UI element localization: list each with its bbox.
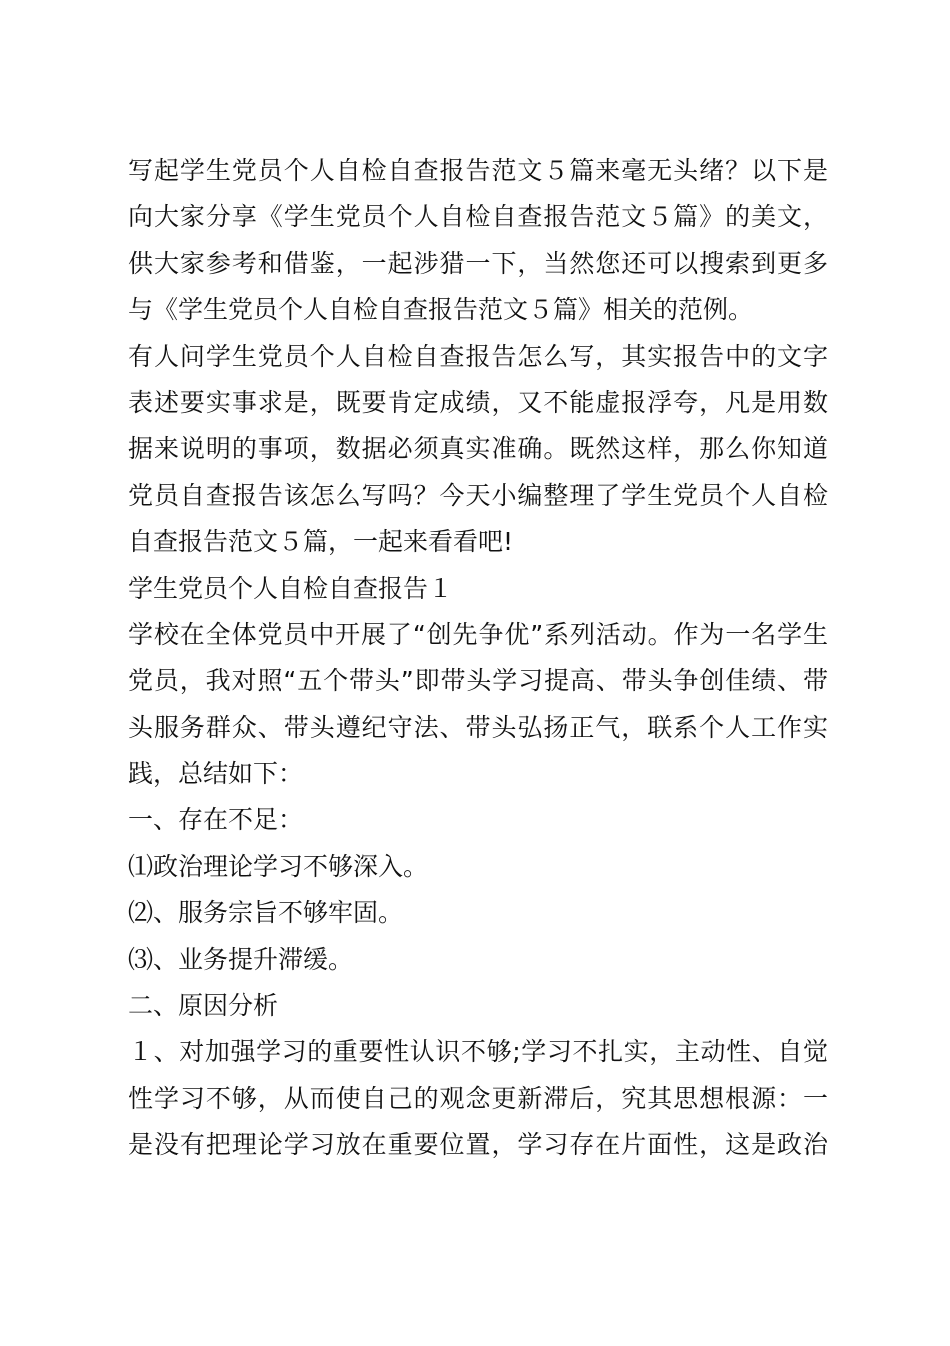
list-item: ⑴政治理论学习不够深入。 xyxy=(128,851,429,881)
body-paragraph-line: 自查报告范文５篇，一起来看看吧! xyxy=(128,527,514,557)
subsection-heading: 二、原因分析 xyxy=(128,991,279,1021)
body-paragraph-line: 据来说明的事项，数据必须真实准确。既然这样，那么你知道 xyxy=(128,434,828,464)
intro-paragraph-line: 与《学生党员个人自检自查报告范文５篇》相关的范例。 xyxy=(128,295,754,325)
intro-paragraph-line: 向大家分享《学生党员个人自检自查报告范文５篇》的美文， xyxy=(128,202,828,232)
body-paragraph-line: 性学习不够，从而使自己的观念更新滞后，究其思想根源：一 xyxy=(128,1083,828,1113)
intro-paragraph-line: 写起学生党员个人自检自查报告范文５篇来毫无头绪？以下是 xyxy=(128,156,828,185)
body-paragraph-line: 践，总结如下： xyxy=(128,759,304,789)
body-paragraph-line: 党员，我对照“五个带头”即带头学习提高、带头争创佳绩、带 xyxy=(128,666,828,696)
body-paragraph-line: 是没有把理论学习放在重要位置，学习存在片面性，这是政治 xyxy=(128,1130,828,1160)
document-body xyxy=(128,148,828,1169)
body-paragraph-line: 有人问学生党员个人自检自查报告怎么写，其实报告中的文字 xyxy=(128,341,828,371)
body-paragraph-line: 头服务群众、带头遵纪守法、带头弘扬正气，联系个人工作实 xyxy=(128,712,828,742)
body-paragraph-line: １、对加强学习的重要性认识不够;学习不扎实，主动性、自觉 xyxy=(128,1037,828,1067)
list-item: ⑶、业务提升滞缓。 xyxy=(128,944,354,974)
body-paragraph-line: 表述要实事求是，既要肯定成绩，又不能虚报浮夸，凡是用数 xyxy=(128,387,828,417)
intro-paragraph-line: 供大家参考和借鉴，一起涉猎一下，当然您还可以搜索到更多 xyxy=(128,248,828,278)
section-heading: 学生党员个人自检自查报告１ xyxy=(128,573,454,603)
subsection-heading: 一、存在不足： xyxy=(128,805,304,835)
list-item: ⑵、服务宗旨不够牢固。 xyxy=(128,898,404,928)
body-paragraph-line: 学校在全体党员中开展了“创先争优”系列活动。作为一名学生 xyxy=(128,619,828,649)
body-paragraph-line: 党员自查报告该怎么写吗？今天小编整理了学生党员个人自检 xyxy=(128,480,828,510)
